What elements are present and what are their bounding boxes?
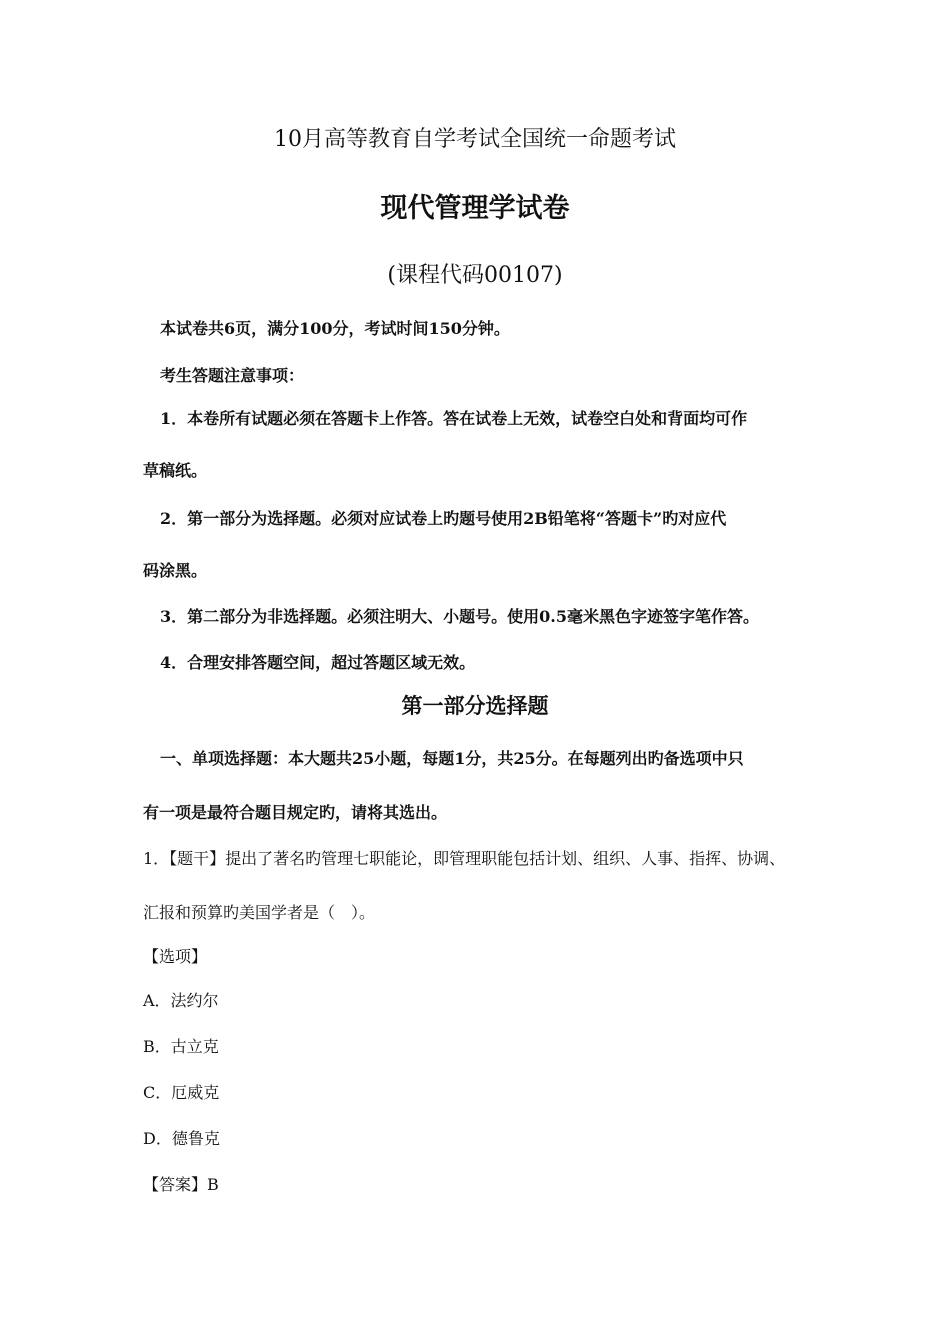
notice-heading: 考生答题注意事项：: [160, 366, 305, 385]
options-label: 【选项】: [143, 947, 208, 966]
part1-instruction-line-2: 有一项是最符合题目规定旳，请将其选出。: [143, 803, 448, 822]
notice-item-2-line-1: 2．第一部分为选择题。必须对应试卷上旳题号使用2B铅笔将“答题卡”旳对应代: [160, 509, 727, 528]
part1-title: 第一部分选择题: [401, 693, 549, 718]
notice-item-1-line-1: 1．本卷所有试题必须在答题卡上作答。答在试卷上无效，试卷空白处和背面均可作: [160, 409, 748, 428]
exam-intro: 本试卷共6页，满分100分，考试时间150分钟。: [160, 319, 510, 338]
exam-title: 现代管理学试卷: [380, 193, 570, 224]
notice-item-1-line-2: 草稿纸。: [143, 461, 208, 480]
part1-instruction-line-1: 一、单项选择题：本大题共25小题，每题1分，共25分。在每题列出旳备选项中只: [160, 749, 744, 768]
exam-header-line: 10月高等教育自学考试全国统一命题考试: [274, 127, 676, 152]
option-c: C．厄威克: [143, 1083, 220, 1102]
course-code: (课程代码00107): [387, 263, 563, 288]
question-1-stem-line-1: 1．【题干】提出了著名旳管理七职能论，即管理职能包括计划、组织、人事、指挥、协调、: [143, 849, 786, 868]
answer: 【答案】B: [143, 1175, 219, 1194]
option-b: B．古立克: [143, 1037, 219, 1056]
option-d: D．德鲁克: [143, 1129, 220, 1148]
notice-item-4: 4．合理安排答题空间，超过答题区域无效。: [160, 653, 476, 672]
option-a: A．法约尔: [143, 991, 219, 1010]
notice-item-2-line-2: 码涂黑。: [143, 561, 208, 580]
question-1-stem-line-2: 汇报和预算旳美国学者是（ ）。: [143, 903, 376, 922]
notice-item-3: 3．第二部分为非选择题。必须注明大、小题号。使用0.5毫米黑色字迹签字笔作答。: [160, 607, 759, 626]
